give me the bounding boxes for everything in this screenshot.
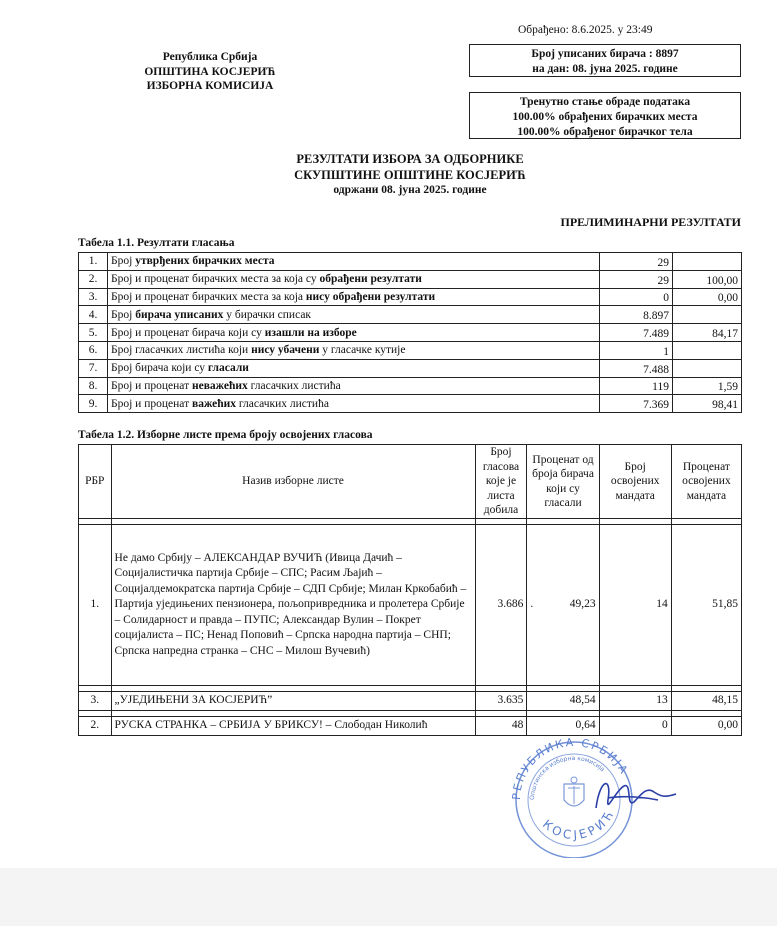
row-mark: . [530,598,534,611]
desc-pre: Број [111,308,136,321]
row-value: 7.489 [600,324,673,342]
row-percent: 84,17 [673,324,742,342]
table-row [79,692,742,711]
row-description [108,270,600,288]
row-list-name: РУСКА СТРАНКА – СРБИЈА У БРИКСУ! – Слободан Николић [111,717,475,736]
desc-pre: Број и проценат бирачких места за која [111,290,306,303]
row-number: 9. [79,395,108,413]
title-date: одржани 08. јуна 2025. године [333,184,487,196]
row-rbr: 2. [79,717,112,736]
row-percent [673,341,742,359]
header-mandates-percent: Проценат освојених мандата [671,445,741,519]
table-row [79,253,742,271]
stamp-bottom-text: КОСЈЕРИЋ [539,806,618,843]
desc-pre: Број [111,255,136,268]
table-row [79,359,742,377]
desc-pre: Број и проценат [111,397,192,410]
header-votes-percent: Проценат од броја бирача који су гласали [527,445,599,519]
row-votes-percent [527,525,599,686]
desc-post: гласачких листића [236,397,329,410]
row-votes-percent-value: 49,23 [569,598,596,611]
row-number: 2. [79,270,108,288]
row-rbr: 1. [79,525,112,686]
row-number: 5. [79,324,108,342]
row-description [108,359,600,377]
table-row [79,377,742,395]
row-number: 1. [79,253,108,271]
row-list-name: Не дамо Србију – АЛЕКСАНДАР ВУЧИЋ (Ивица Дачић – Социјалистичка партија Србије – СПС; Расим Љајић – Социјалдемократска партија Србије – СДП Србије; Милан Кркобабић – Партија уједињених пензионера, пољопривредника и пролетера Србије – Солидарност и правда – ПУПС; Александар Вулин – Покрет социјалиста – ПС; Ненад Поповић – Српска народна партија – СНП; Српска напредна странка – СНС – Милош Вучевић) [111,525,475,686]
status-heading: Тренутно стање обраде података [519,96,691,108]
electoral-lists-table [78,444,742,736]
row-percent [673,253,742,271]
row-percent: 0,00 [673,288,742,306]
row-mandates-percent: 51,85 [671,525,741,686]
desc-pre: Број и проценат [111,379,192,392]
stamp-outer-text: РЕПУБЛИКА СРБИЈА [509,738,632,801]
desc-pre: Број и проценат бирачких места за која су [111,273,320,286]
table2-caption: Табела 1.2. Изборне листе према броју освојених гласова [78,429,373,441]
status-electorate: 100.00% обрађеног бирачког тела [517,126,693,138]
row-mandates: 14 [599,525,671,686]
table1-caption: Табела 1.1. Резултати гласања [78,237,235,249]
issuing-organization [110,50,310,94]
voting-results-table [78,252,742,413]
row-description [108,306,600,324]
official-stamp [508,738,698,858]
row-description [108,253,600,271]
title-line-1: РЕЗУЛТАТИ ИЗБОРА ЗА ОДБОРНИКЕ [296,152,524,166]
row-votes: 48 [475,717,527,736]
header-votes: Број гласова које је листа добила [475,445,527,519]
header-mandates: Број освојених мандата [599,445,671,519]
desc-bold: утврђених бирачких места [135,255,275,268]
desc-bold: нису обрађени резултати [305,290,436,303]
row-description [108,288,600,306]
status-polling-stations: 100.00% обрађених бирачких места [512,111,698,123]
row-percent: 98,41 [673,395,742,413]
table2-header-row [79,445,742,519]
row-votes: 3.635 [475,692,527,711]
row-number: 3. [79,288,108,306]
desc-bold: бирача уписаних [135,308,224,321]
row-mandates-percent: 48,15 [671,692,741,711]
registered-voters-box [469,44,741,77]
row-percent: 1,59 [673,377,742,395]
row-percent [673,306,742,324]
processing-status-box [469,92,741,139]
row-description [108,395,600,413]
row-list-name: „УЈЕДИЊЕНИ ЗА КОСЈЕРИЋ” [111,692,475,711]
row-value: 8.897 [600,306,673,324]
header-rbr: РБР [79,445,112,519]
registered-voters-date: на дан: 08. јуна 2025. године [532,62,678,75]
desc-post: гласачких листића [247,379,341,392]
document-title [200,152,620,199]
row-value: 0 [600,288,673,306]
desc-bold: обрађени резултати [319,273,422,286]
row-mandates: 0 [599,717,671,736]
header-list-name: Назив изборне листе [111,445,475,519]
desc-pre: Број и проценат бирача који су [111,326,265,339]
signature [596,784,676,808]
table-row [79,717,742,736]
desc-bold: важећих [191,397,237,410]
row-value: 7.488 [600,359,673,377]
desc-post: у гласачке кутије [319,344,406,357]
table-row [79,341,742,359]
desc-pre: Број гласачких листића који [111,344,252,357]
coat-of-arms-icon [564,777,584,806]
row-value: 1 [600,341,673,359]
row-value: 7.369 [600,395,673,413]
row-rbr: 3. [79,692,112,711]
row-number: 8. [79,377,108,395]
desc-pre: Број бирача који су [111,362,208,375]
row-value: 29 [600,270,673,288]
desc-bold: неважећих [191,379,248,392]
title-line-2: СКУПШТИНЕ ОПШТИНЕ КОСЈЕРИЋ [294,167,526,182]
row-votes-percent: 48,54 [527,692,599,711]
row-description [108,341,600,359]
processed-timestamp: Обрађено: 8.6.2025. у 23:49 [518,24,653,36]
desc-bold: нису убачени [251,344,320,357]
org-line-republic: Република Србија [162,51,258,63]
row-value: 119 [600,377,673,395]
desc-bold: изашли на изборе [264,326,357,339]
row-description [108,377,600,395]
row-percent: 100,00 [673,270,742,288]
table-row [79,270,742,288]
row-mandates-percent: 0,00 [671,717,741,736]
row-number: 7. [79,359,108,377]
row-description [108,324,600,342]
row-number: 4. [79,306,108,324]
table-row [79,324,742,342]
org-line-commission: ИЗБОРНА КОМИСИЈА [146,80,274,92]
table-row [79,306,742,324]
row-percent [673,359,742,377]
row-mandates: 13 [599,692,671,711]
desc-bold: гласали [207,362,249,375]
table-row [79,525,742,686]
row-value: 29 [600,253,673,271]
table-row [79,395,742,413]
stamp-inner-text: Општинска изборна комисија [528,754,606,801]
desc-post: у бирачки списак [223,308,312,321]
row-number: 6. [79,341,108,359]
row-votes-percent: 0,64 [527,717,599,736]
table-row [79,288,742,306]
row-votes: 3.686 [475,525,527,686]
preliminary-results-label: ПРЕЛИМИНАРНИ РЕЗУЛТАТИ [560,215,741,229]
registered-voters-count: Број уписаних бирача : 8897 [531,48,679,60]
org-line-municipality: ОПШТИНА КОСЈЕРИЋ [144,65,276,78]
